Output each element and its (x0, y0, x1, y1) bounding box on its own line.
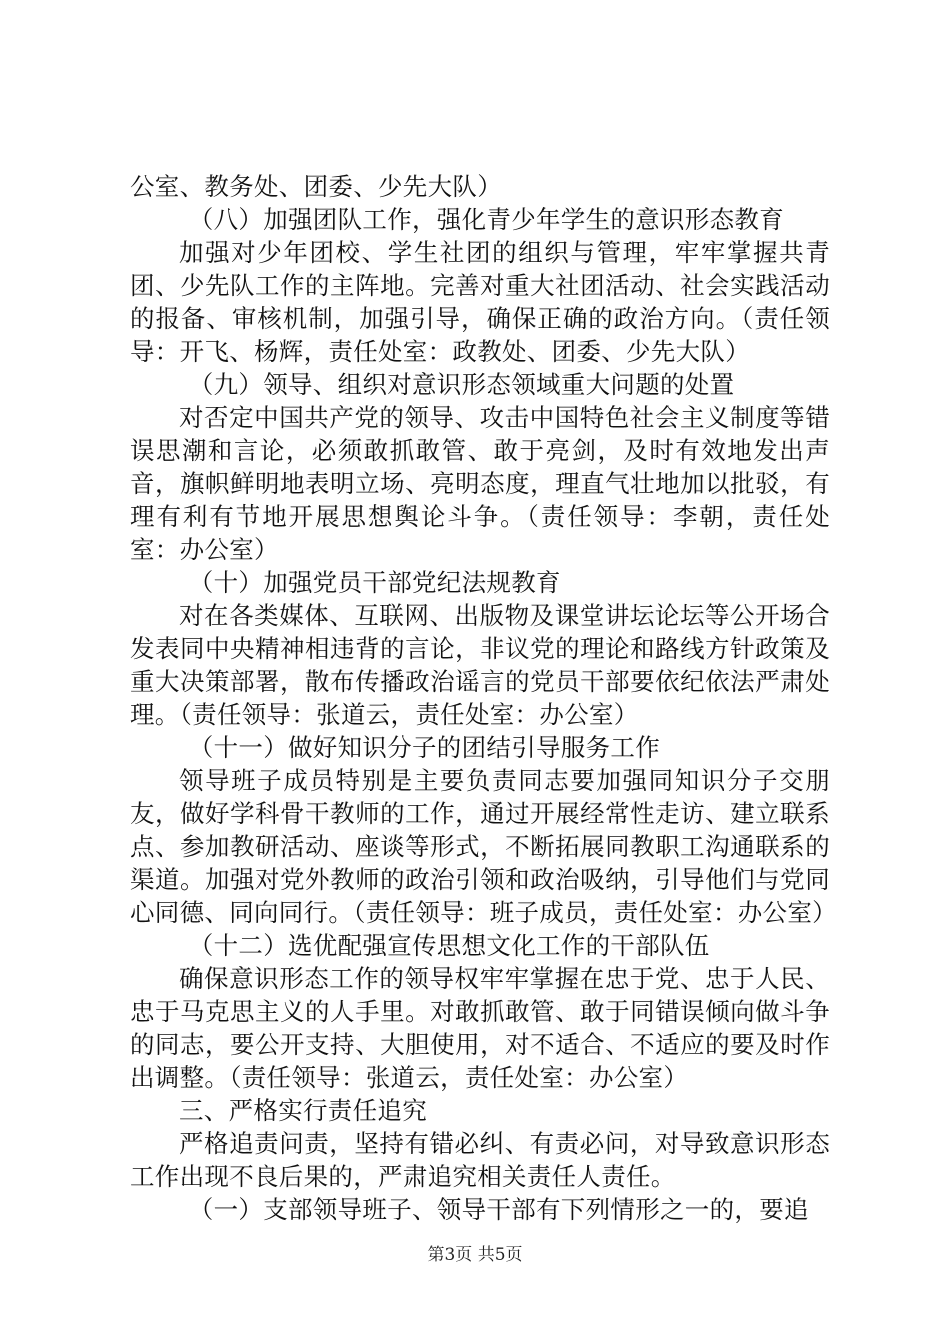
paragraph-accountability: 严格追责问责，坚持有错必纠、有责必问，对导致意识形态工作出现不良后果的，严肃追究相关责任人责任。 (130, 1129, 830, 1191)
paragraph-intellectuals: 领导班子成员特别是主要负责同志要加强同知识分子交朋友，做好学科骨干教师的工作，通过开展经常性走访、建立联系点、参加教研活动、座谈等形式，不断拓展同教职工沟通联系的渠道。加强对党外教师的政治引领和政治吸纳，引导他们与党同心同德、同向同行。（责任领导：班子成员，责任处室：办公室） (130, 766, 837, 927)
document-body (130, 170, 837, 1226)
paragraph-continuation: 公室、教务处、团委、少先大队） (130, 172, 502, 201)
paragraph-cadre-team: 确保意识形态工作的领导权牢牢掌握在忠于党、忠于人民、忠于马克思主义的人手里。对敢抓敢管、敢于同错误倾向做斗争的同志，要公开支持、大胆使用，对不适合、不适应的要及时作出调整。（责任领导：张道云，责任处室：办公室） (130, 964, 830, 1092)
section-heading-8: （八）加强团队工作，强化青少年学生的意识形态教育 (188, 205, 784, 234)
section-heading-12: （十二）选优配强宣传思想文化工作的干部队伍 (188, 931, 710, 960)
paragraph-team-work: 加强对少年团校、学生社团的组织与管理，牢牢掌握共青团、少先队工作的主阵地。完善对重大社团活动、社会实践活动的报备、审核机制，加强引导，确保正确的政治方向。（责任领导：开飞、杨辉，责任处室：政教处、团委、少先大队） (130, 238, 830, 366)
section-heading-1: （一）支部领导班子、领导干部有下列情形之一的，要追 (188, 1195, 809, 1224)
section-heading-11: （十一）做好知识分子的团结引导服务工作 (188, 733, 660, 762)
section-heading-10: （十）加强党员干部党纪法规教育 (188, 568, 561, 597)
section-heading-9: （九）领导、组织对意识形态领域重大问题的处置 (188, 370, 735, 399)
paragraph-party-discipline: 对在各类媒体、互联网、出版物及课堂讲坛论坛等公开场合发表同中央精神相违背的言论，非议党的理论和路线方针政策及重大决策部署，散布传播政治谣言的党员干部要依纪依法严肃处理。（责任领导：张道云，责任处室：办公室） (130, 601, 830, 729)
section-heading-accountability: 三、严格实行责任追究 (179, 1096, 427, 1125)
paragraph-ideology-issues: 对否定中国共产党的领导、攻击中国特色社会主义制度等错误思潮和言论，必须敢抓敢管、敢于亮剑，及时有效地发出声音，旗帜鲜明地表明立场、亮明态度，理直气壮地加以批驳，有理有利有节地开展思想舆论斗争。（责任领导：李朝，责任处室：办公室） (130, 403, 830, 564)
page-number-footer: 第3页 共5页 (427, 1245, 523, 1265)
